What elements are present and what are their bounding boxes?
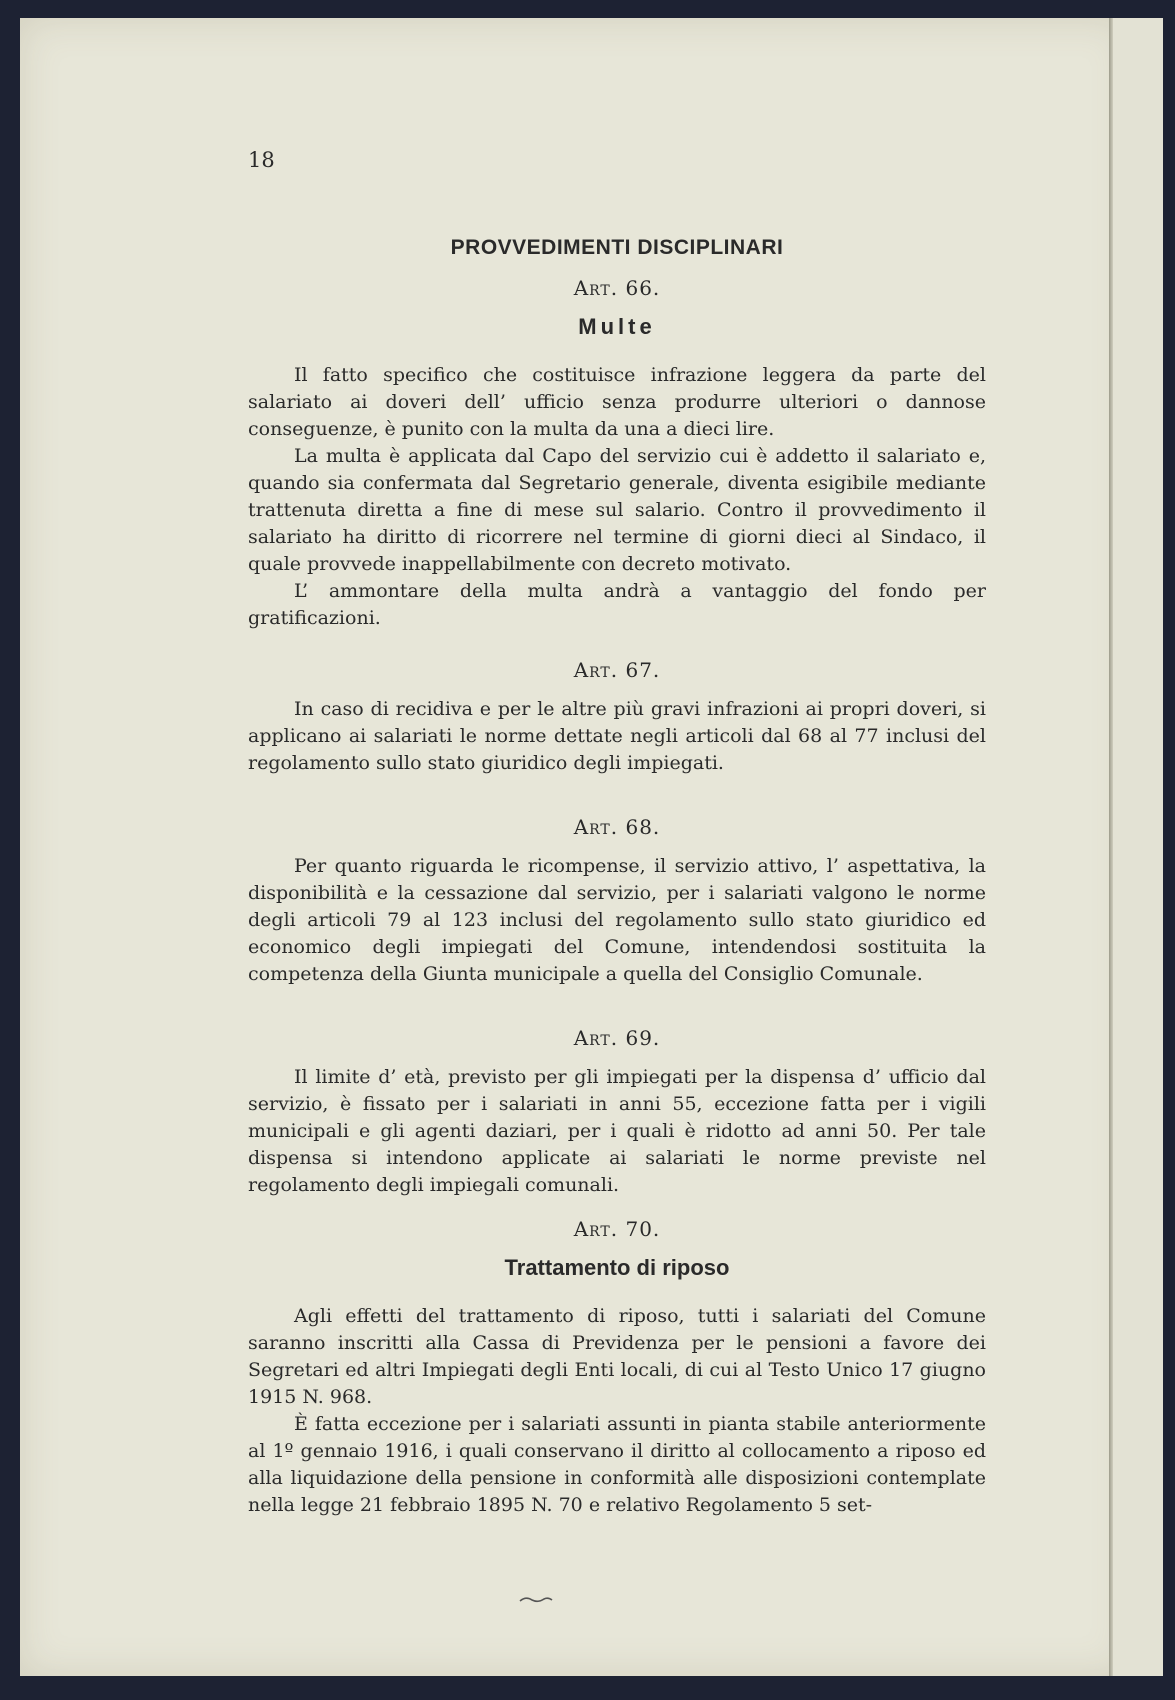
paragraph: È fatta eccezione per i salariati assunti in pianta stabile anteriormente al 1º gennaio 1916, i quali conservano il diritto al collocamento a riposo ed alla liquidazione della pensione in conformità alle disposizioni contemplate nella legge 21 febbraio 1895 N. 70 e relativo Regolamento 5 set- [248, 1413, 986, 1516]
article-subtitle: Trattamento di riposo [504, 1255, 730, 1280]
article-label: Art. 69. [573, 1026, 661, 1050]
article-68 [248, 815, 986, 988]
article-label: Art. 70. [573, 1217, 661, 1241]
page-number: 18 [248, 148, 275, 172]
article-70 [248, 1217, 986, 1519]
paragraph: Agli effetti del trattamento di riposo, tutti i salariati del Comune saranno inscritti alla Cassa di Previdenza per le pensioni a favore dei Segretari ed altri Impiegati degli Enti locali, di cui al Testo Unico 17 giugno 1915 N. 968. [248, 1305, 986, 1408]
paragraph: In caso di recidiva e per le altre più gravi infrazioni ai propri doveri, si applicano ai salariati le norme dettate negli articoli dal 68 al 77 inclusi del regolamento sullo stato giuridico degli impiegati. [248, 698, 986, 774]
article-label: Art. 67. [573, 658, 661, 682]
article-69 [248, 1026, 986, 1199]
article-label: Art. 68. [573, 815, 661, 839]
printer-ornament-icon [516, 1592, 556, 1600]
article-67 [248, 658, 986, 777]
article-subtitle: Multe [578, 314, 656, 339]
adjacent-page-edge [1113, 18, 1163, 1676]
page-content [248, 148, 986, 1519]
article-label: Art. 66. [573, 276, 661, 300]
paragraph: L’ ammontare della multa andrà a vantaggio del fondo per gratificazioni. [248, 580, 986, 629]
paragraph: Per quanto riguarda le ricompense, il servizio attivo, l’ aspettativa, la disponibilità e la cessazione dal servizio, per i salariati valgono le norme degli articoli 79 al 123 inclusi del regolamento sullo stato giuridico ed economico degli impiegati del Comune, intendendosi sostituita la competenza della Giunta municipale a quella del Consiglio Comunale. [248, 855, 986, 985]
paragraph: La multa è applicata dal Capo del servizio cui è addetto il salariato e, quando sia confermata dal Segretario generale, diventa esigibile mediante trattenuta diretta a fine di mese sul salario. Contro il provvedimento il salariato ha diritto di ricorrere nel termine di giorni dieci al Sindaco, il quale provvede inappellabilmente con decreto motivato. [248, 445, 986, 575]
paragraph: Il fatto specifico che costituisce infrazione leggera da parte del salariato ai doveri dell’ ufficio senza produrre ulteriori o dannose conseguenze, è punito con la multa da una a dieci lire. [248, 364, 986, 440]
paragraph: Il limite d’ età, previsto per gli impiegati per la dispensa d’ ufficio dal servizio, è fissato per i salariati in anni 55, eccezione fatta per i vigili municipali e gli agenti daziari, per i quali è ridotto ad anni 50. Per tale dispensa si intendono applicate ai salariati le norme previste nel regolamento degli impiegali comunali. [248, 1066, 986, 1196]
section-title: PROVVEDIMENTI DISCIPLINARI [450, 236, 784, 259]
article-66 [248, 276, 986, 632]
